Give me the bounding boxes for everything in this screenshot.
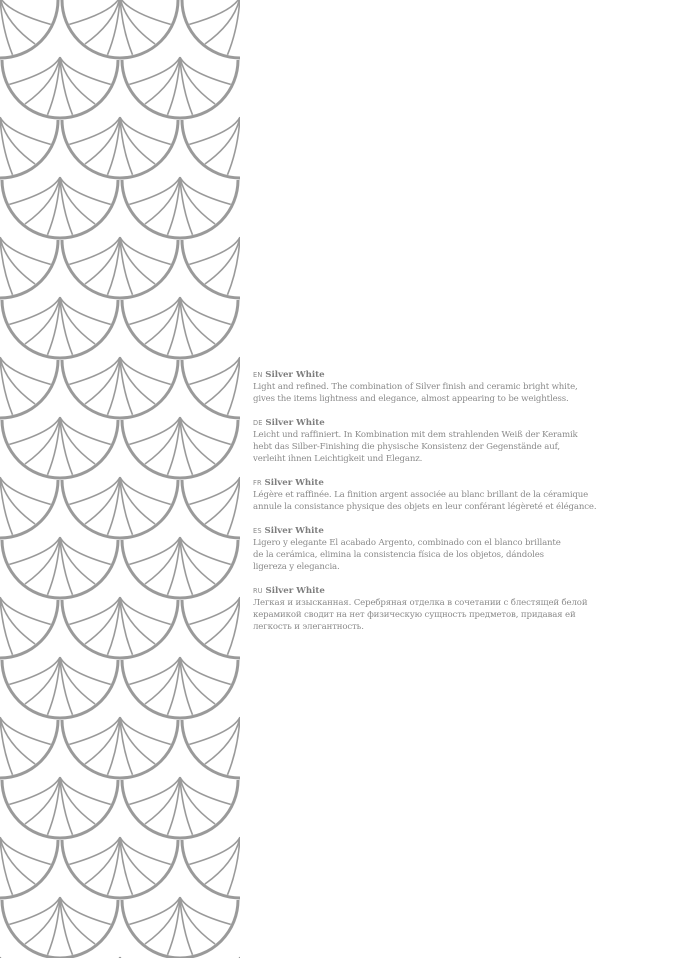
fan-scale-motif [182,597,240,658]
entry-title: Silver White [265,586,325,596]
fan-scale-motif [0,597,58,658]
description-line: Leicht und raffiniert. In Kombination mit dem strahlenden Weiß der Keramik [253,430,578,440]
entry-de [253,417,653,465]
fan-scale-motif [62,837,178,898]
fan-scale-motif [122,57,238,118]
fan-scale-motif [122,297,238,358]
entry-title: Silver White [265,418,325,428]
language-code: EN [253,371,263,379]
description-line: легкость и элегантность. [253,622,364,632]
fan-scale-motif [2,897,118,958]
fan-scale-motif [2,537,118,598]
fan-scale-motif [182,717,240,778]
fan-scale-motif [2,297,118,358]
entry-heading [253,417,653,429]
fan-scale-motif [122,537,238,598]
fan-scale-motif [182,357,240,418]
entry-en [253,369,653,405]
fan-scale-motif [0,477,58,538]
description-line: annule la consistance physique des objets en leur conférant légèreté et élégance. [253,502,597,512]
fan-scale-motif [0,237,58,298]
fan-scale-motif [0,837,58,898]
fan-scale-motif [0,117,58,178]
language-code: ES [253,527,262,535]
fan-scale-motif [2,417,118,478]
language-code: FR [253,479,262,487]
fan-scale-motif [0,0,58,58]
description-line: hebt das Silber-Finishing die physische Konsistenz der Gegenstände auf, [253,442,560,452]
fan-scale-motif [182,837,240,898]
entry-title: Silver White [264,526,324,536]
fan-scale-motif [62,0,178,58]
description-line: Légère et raffinée. La finition argent associée au blanc brillant de la céramique [253,490,589,500]
description-line: керамикой сводит на нет физическую сущность предметов, придавая ей [253,610,576,620]
fan-scale-motif [62,357,178,418]
entry-title: Silver White [265,370,325,380]
description-line: verleiht ihnen Leichtigkeit und Eleganz. [253,454,423,464]
description-line: ligereza y elegancia. [253,562,340,572]
entry-fr [253,477,653,513]
description-line: Легкая и изысканная. Серебряная отделка в сочетании с блестящей белой [253,598,588,608]
description-line: de la cerámica, elimina la consistencia física de los objetos, dándoles [253,550,544,560]
fan-scale-motif [62,237,178,298]
fan-scale-motif [122,897,238,958]
fan-scale-motif [122,417,238,478]
fan-scale-motif [182,237,240,298]
description-line: Ligero y elegante El acabado Argento, combinado con el blanco brillante [253,538,561,548]
entry-heading [253,585,653,597]
entry-ru [253,585,653,633]
fan-scale-motif [182,477,240,538]
fan-scale-motif [2,777,118,838]
fan-scale-motif [2,177,118,238]
fan-scale-motif [182,117,240,178]
fan-scale-motif [62,717,178,778]
description-line: Light and refined. The combination of Silver finish and ceramic bright white, [253,382,578,392]
product-description-block [253,369,653,645]
fan-scale-motif [122,177,238,238]
language-code: RU [253,587,263,595]
fan-pattern-decoration [0,0,240,958]
entry-heading [253,369,653,381]
fan-scale-motif [122,657,238,718]
entry-title: Silver White [264,478,324,488]
fan-scale-motif [0,357,58,418]
fan-scale-motif [2,57,118,118]
entry-heading [253,525,653,537]
entry-heading [253,477,653,489]
description-line: gives the items lightness and elegance, almost appearing to be weightless. [253,394,569,404]
fan-scale-motif [62,597,178,658]
fan-scale-motif [62,477,178,538]
fan-scale-motif [62,117,178,178]
fan-scale-motif [0,717,58,778]
fan-scale-motif [182,0,240,58]
language-code: DE [253,419,263,427]
fan-scale-motif [122,777,238,838]
fan-scale-motif [2,657,118,718]
entry-es [253,525,653,573]
